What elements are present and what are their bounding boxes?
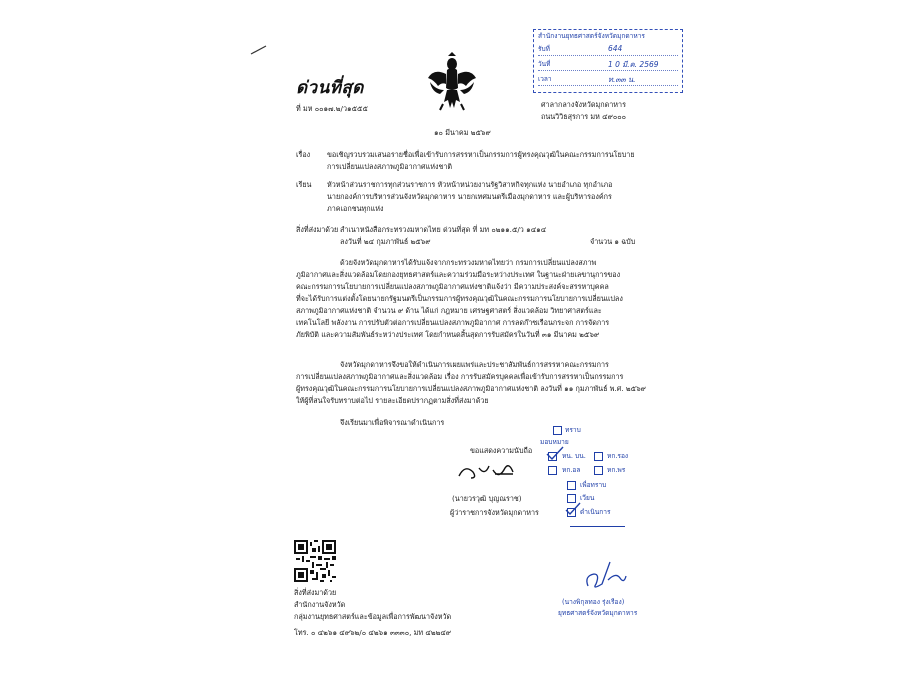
checkbox (594, 466, 603, 475)
stamp-title: สำนักงานยุทธศาสตร์จังหวัดมุกดาหาร (538, 32, 645, 40)
footer-enclosure-label: สิ่งที่ส่งมาด้วย (294, 588, 337, 597)
signer-name: (นายวรวุฒิ บุญณราช) (452, 494, 522, 503)
routing-option: ทราบ (565, 426, 581, 434)
office-address-line2: ถนนวิวิธสุรการ มห ๔๙๐๐๐ (541, 112, 627, 121)
routing-grid-item: หก.รอง (607, 452, 629, 460)
body-line: ให้ผู้ที่สนใจรับทราบต่อไป รายละเอียดปรากฏตามสิ่งที่ส่งมาด้วย (296, 396, 489, 405)
routing-grid-item: หน. บน. (562, 452, 586, 460)
body-line: ด้วยจังหวัดมุกดาหารได้รับแจ้งจากกระทรวงมหาดไทยว่า กรมการเปลี่ยนแปลงสภาพ (340, 258, 597, 267)
body-line: จังหวัดมุกดาหารจึงขอให้ดำเนินการเผยแพร่และประชาสัมพันธ์การสรรหาคณะกรรมการ (340, 360, 609, 369)
signer-position: ผู้ว่าราชการจังหวัดมุกดาหาร (450, 508, 539, 517)
footer-phone: โทร. ๐ ๔๒๖๑ ๔๙๖๒/๐ ๔๒๖๑ ๓๓๓๐, มท ๔๒๒๔๙ (294, 628, 452, 637)
urgent-label: ด่วนที่สุด (296, 78, 364, 98)
body-line: ผู้ทรงคุณวุฒิในคณะกรรมการนโยบายการเปลี่ยนแปลงสภาพภูมิอากาศแห่งชาติ ลงวันที่ ๑๑ กุมภาพันธ์ พ.ศ. ๒๕๖๙ (296, 384, 646, 393)
to-line: ภาคเอกชนทุกแห่ง (327, 204, 384, 213)
stamp-row-number (538, 44, 678, 56)
body-line: สภาพภูมิอากาศแห่งชาติ จำนวน ๙ ด้าน ได้แก่ กฎหมาย เศรษฐศาสตร์ สิ่งแวดล้อม วิทยาศาสตร์และ (296, 306, 602, 315)
dotted-line (570, 526, 625, 527)
qr-code (294, 540, 336, 582)
regards-text: ขอแสดงความนับถือ (470, 446, 533, 455)
routing-option: มอบหมาย (540, 438, 569, 446)
footer-office: สำนักงานจังหวัด (294, 600, 346, 609)
stamp-row-label: เวลา (538, 75, 552, 83)
body-line: คณะกรรมการนโยบายการเปลี่ยนแปลงสภาพภูมิอากาศแห่งชาติแจ้งว่า มีความประสงค์จะสรรหาบุคคล (296, 282, 609, 291)
checkbox (567, 481, 576, 490)
document-number: ที่ มห ๐๐๑๗.๒/ว๑๕๕๕ (296, 104, 368, 113)
footer-group: กลุ่มงานยุทธศาสตร์และข้อมูลเพื่อการพัฒนาจังหวัด (294, 612, 452, 621)
body-line: เทคโนโลยี พลังงาน การปรับตัวต่อการเปลี่ยนแปลงสภาพภูมิอากาศ การลดก๊าซเรือนกระจก การจัดการ (296, 318, 610, 327)
body-line: ที่จะได้รับการแต่งตั้งโดยนายกรัฐมนตรีเป็นกรรมการผู้ทรงคุณวุฒิในคณะกรรมการนโยบายการเปลี่ยนแปลง (296, 294, 623, 303)
stamp-row-time (538, 74, 678, 86)
stamp-row-label: รับที่ (538, 45, 550, 53)
routing-grid-item: หก.พร (607, 466, 626, 474)
body-line: ภัยพิบัติ และความสัมพันธ์ระหว่างประเทศ โดยกำหนดสิ้นสุดการรับสมัครในวันที่ ๓๑ มีนาคม ๒๕๖๙ (296, 330, 600, 339)
routing-action: เวียน (580, 494, 595, 502)
routing-grid-item: หก.อล (562, 466, 581, 474)
checkbox (548, 466, 557, 475)
subject-line: การเปลี่ยนแปลงสภาพภูมิอากาศแห่งชาติ (327, 162, 453, 171)
pen-stroke (250, 44, 268, 56)
office-address-line1: ศาลากลางจังหวัดมุกดาหาร (541, 100, 626, 109)
garuda-emblem (426, 52, 478, 112)
officer-position: ยุทธศาสตร์จังหวัดมุกดาหาร (558, 609, 638, 617)
subject-line: ขอเชิญรวบรวมเสนอรายชื่อเพื่อเข้ารับการสรรหาเป็นกรรมการผู้ทรงคุณวุฒิในคณะกรรมการนโยบาย (327, 150, 635, 159)
enclosure-label: สิ่งที่ส่งมาด้วย (296, 225, 339, 234)
stamp-row-label: วันที่ (538, 60, 551, 68)
closing-line: จึงเรียนมาเพื่อพิจารณาดำเนินการ (340, 418, 445, 427)
stamp-row-value: 1 0 มี.ค. 2569 (608, 60, 659, 69)
enclosure-line: ลงวันที่ ๒๔ กุมภาพันธ์ ๒๕๖๙ (340, 237, 431, 246)
officer-signature (580, 556, 630, 594)
enclosure-count: จำนวน ๑ ฉบับ (590, 237, 636, 246)
routing-action: ดำเนินการ (580, 508, 611, 516)
subject-label: เรื่อง (296, 150, 311, 159)
body-line: ภูมิอากาศและสิ่งแวดล้อมโดยกองยุทธศาสตร์และความร่วมมือระหว่างประเทศ ในฐานะฝ่ายเลขานุการของ (296, 270, 621, 279)
stamp-row-value: ท.๓๓ น. (608, 75, 636, 84)
stamp-row-date (538, 59, 678, 71)
to-line: หัวหน้าส่วนราชการทุกส่วนราชการ หัวหน้าหน่วยงานรัฐวิสาหกิจทุกแห่ง นายอำเภอ ทุกอำเภอ (327, 180, 613, 189)
checkbox (594, 452, 603, 461)
receipt-stamp (533, 29, 683, 93)
routing-action: เพื่อทราบ (580, 481, 607, 489)
to-label: เรียน (296, 180, 312, 189)
officer-name: (นางพิกุลทอง รุ่งเรือง) (562, 598, 625, 606)
checkbox-acknowledge (553, 426, 562, 435)
stamp-row-value: 644 (608, 44, 623, 53)
document-date: ๑๐ มีนาคม ๒๕๖๙ (434, 128, 491, 137)
to-line: นายกองค์การบริหารส่วนจังหวัดมุกดาหาร นายกเทศมนตรีเมืองมุกดาหาร และผู้บริหารองค์กร (327, 192, 612, 201)
governor-signature (455, 458, 525, 484)
body-line: การเปลี่ยนแปลงสภาพภูมิอากาศและสิ่งแวดล้อม เรื่อง การรับสมัครบุคคลเพื่อเข้ารับการสรรหาเป็นกรรมการ (296, 372, 624, 381)
enclosure-line: สำเนาหนังสือกระทรวงมหาดไทย ด่วนที่สุด ที่ มท ๐๒๑๑.๕/ว ๑๔๑๔ (340, 225, 547, 234)
